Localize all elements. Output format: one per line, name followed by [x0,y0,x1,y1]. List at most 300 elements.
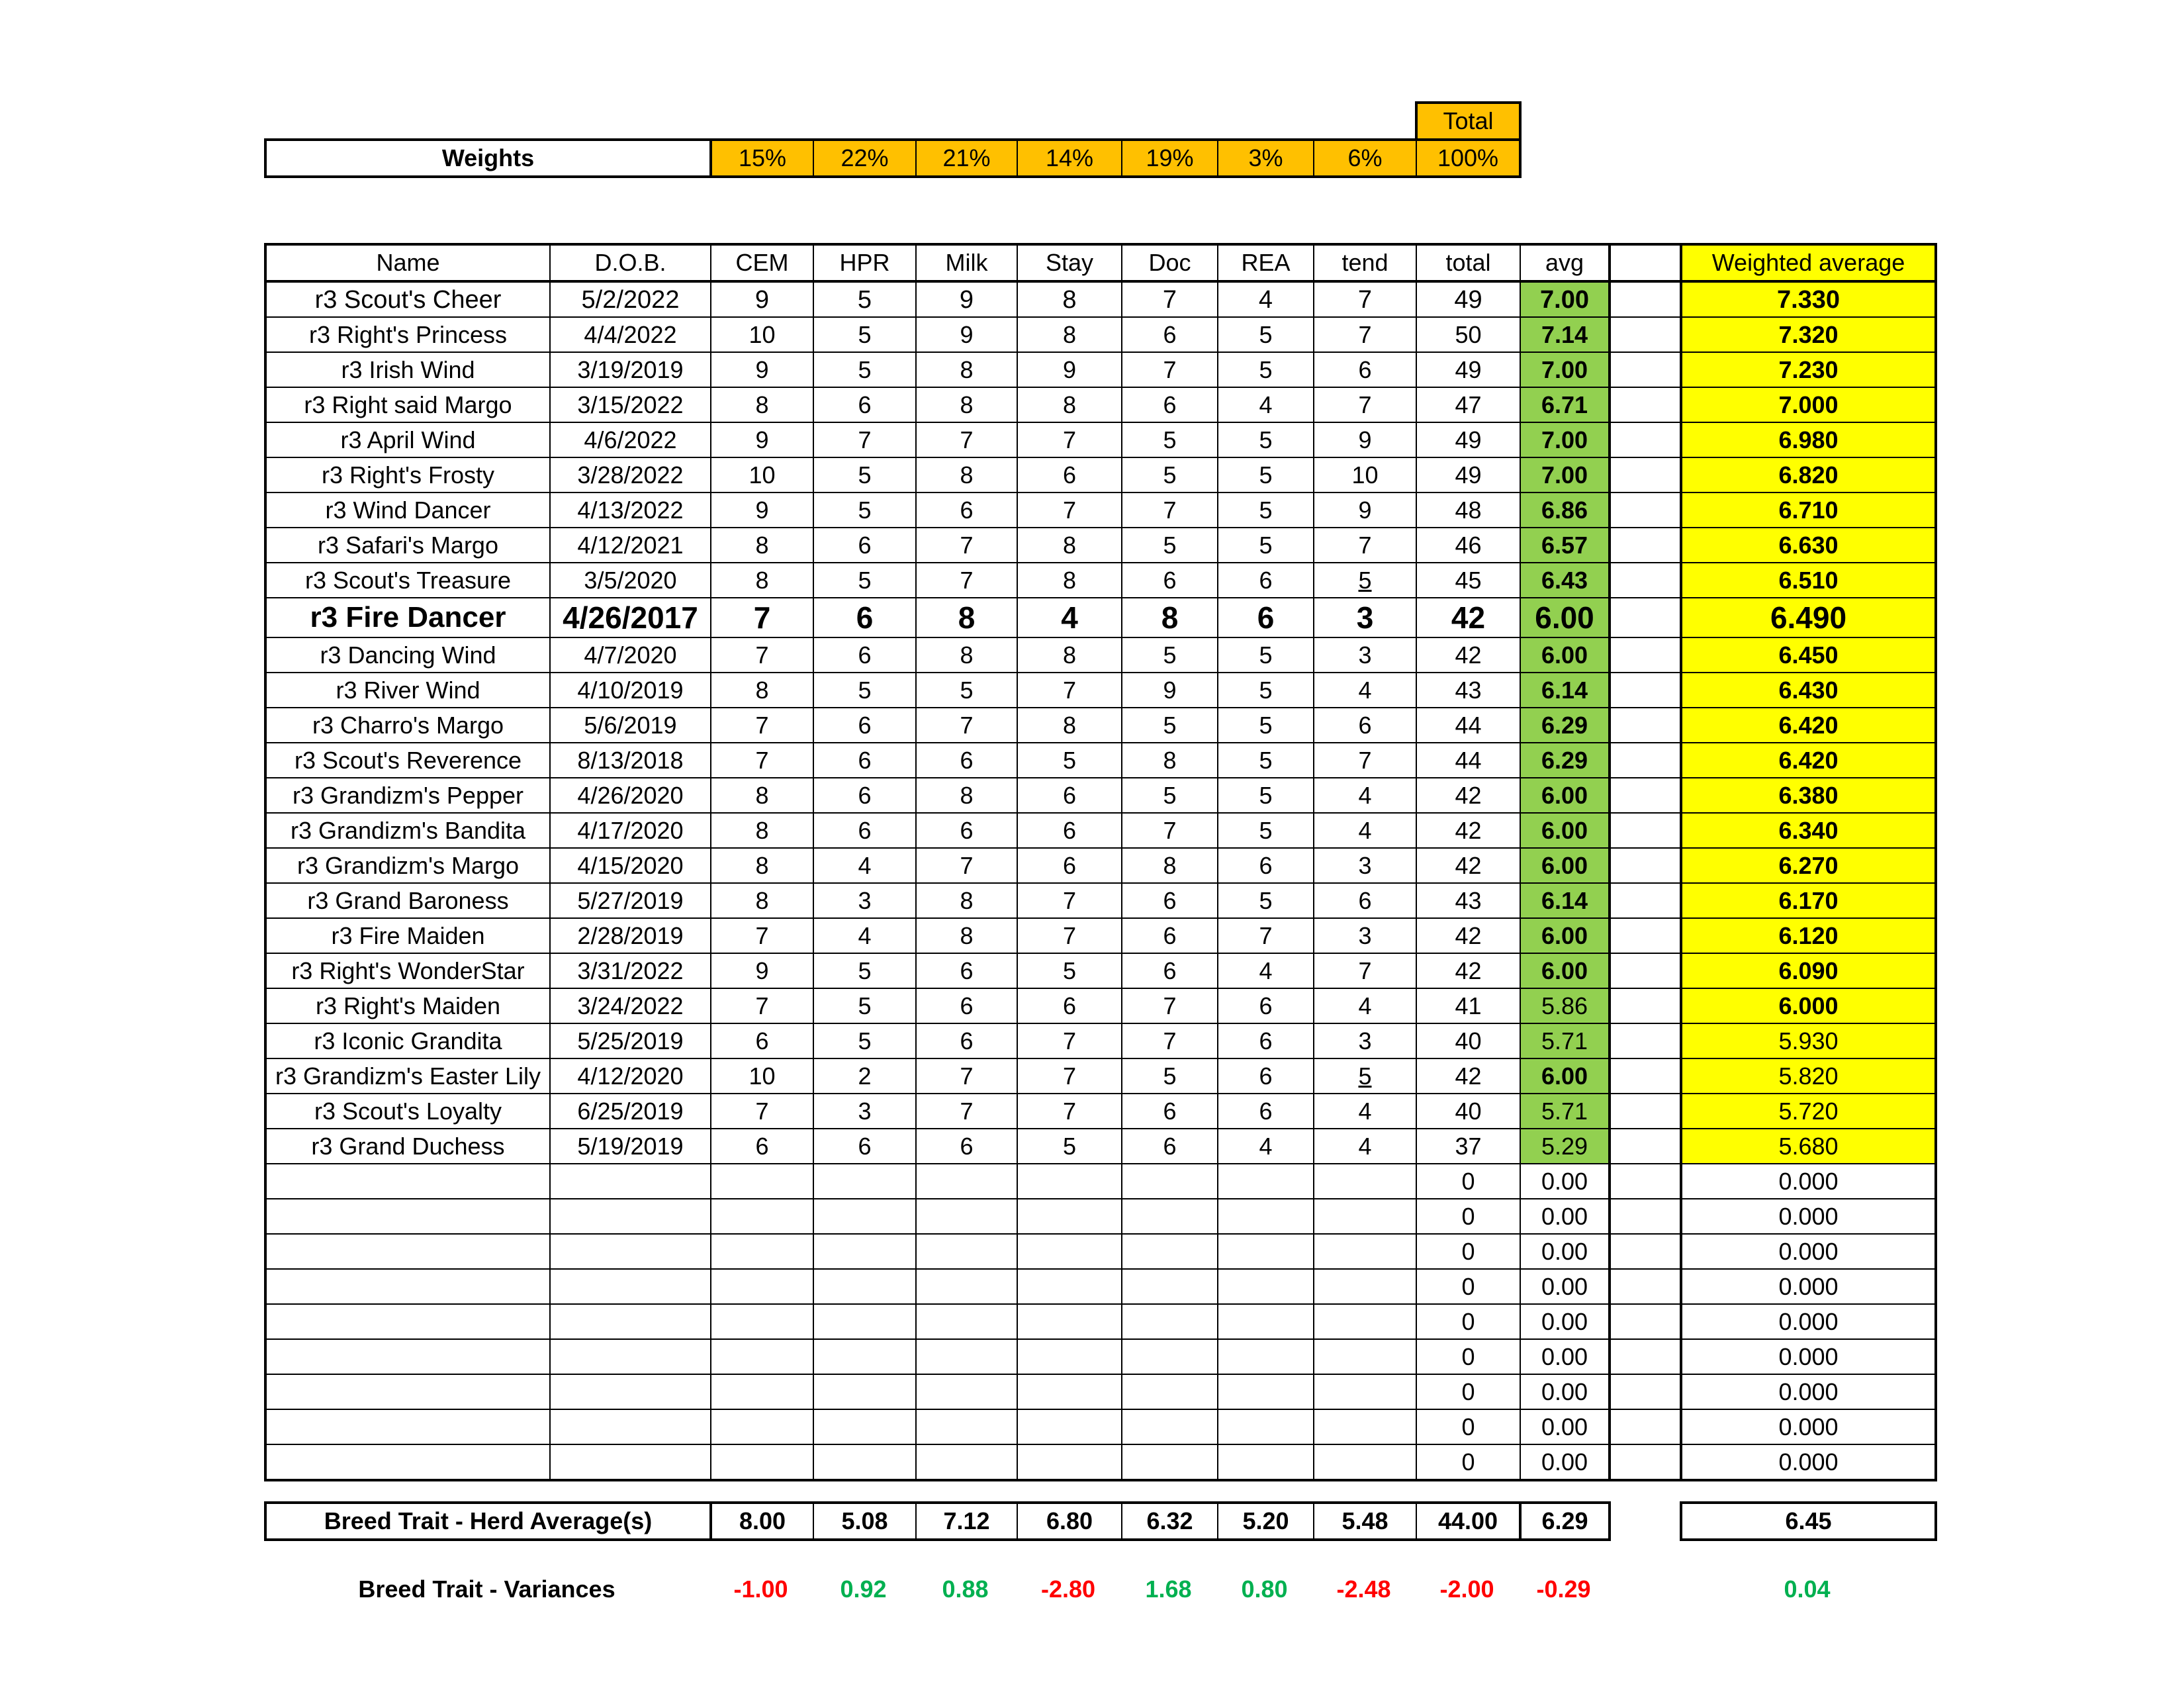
cell-stay [1017,1164,1122,1199]
table-row [265,1374,1936,1409]
cell-cem [711,1339,813,1374]
cell-cem: 10 [711,317,813,352]
column-header: HPR [813,244,916,281]
cell-doc: 6 [1122,1094,1218,1129]
cell-rea [1218,1304,1314,1339]
cell-total: 42 [1416,953,1520,988]
cell-cem: 7 [711,743,813,778]
cell-doc: 7 [1122,281,1218,317]
variance-cell: -0.29 [1536,1575,1591,1603]
cell-cem: 8 [711,673,813,708]
cell-doc [1122,1409,1218,1444]
table-row [265,988,1936,1023]
cell-doc: 7 [1122,988,1218,1023]
cell-stay [1017,1409,1122,1444]
cell-dob: 3/5/2020 [550,563,711,598]
cell-doc [1122,1199,1218,1234]
cell-name: r3 Charro's Margo [265,708,550,743]
table-row [265,918,1936,953]
cell-dob: 3/28/2022 [550,457,711,492]
cell-milk: 7 [916,563,1017,598]
cell-rea: 5 [1218,352,1314,387]
table-header-row [265,244,1936,281]
cell-avg: 0.00 [1520,1269,1610,1304]
cell-weighted-average: 0.000 [1681,1339,1936,1374]
cell-doc: 7 [1122,352,1218,387]
cell-name: r3 Grand Duchess [265,1129,550,1164]
cell-cem: 7 [711,1094,813,1129]
cell-avg: 6.86 [1520,492,1610,528]
cell-total: 40 [1416,1094,1520,1129]
cell-weighted-average: 6.820 [1681,457,1936,492]
cell-total: 48 [1416,492,1520,528]
cell-rea [1218,1164,1314,1199]
cell-tend: 4 [1314,988,1416,1023]
cell-cem: 8 [711,387,813,422]
table-row [265,1269,1936,1304]
cell-stay [1017,1444,1122,1480]
table-row [265,1129,1936,1164]
cell-stay: 7 [1017,883,1122,918]
cell-dob: 5/6/2019 [550,708,711,743]
cell-hpr: 4 [813,848,916,883]
cell-rea: 5 [1218,492,1314,528]
cell-dob: 4/7/2020 [550,637,711,673]
cell-dob [550,1374,711,1409]
cell-rea: 6 [1218,1058,1314,1094]
table-row [265,1234,1936,1269]
cell-milk: 7 [916,1094,1017,1129]
cell-total: 0 [1416,1374,1520,1409]
cell-dob: 3/24/2022 [550,988,711,1023]
cell-cem [711,1304,813,1339]
cell-total: 37 [1416,1129,1520,1164]
table-row [265,1199,1936,1234]
cell-stay [1017,1374,1122,1409]
cell-hpr: 5 [813,1023,916,1058]
cell-total: 42 [1416,598,1520,637]
cell-weighted-average: 6.170 [1681,883,1936,918]
cell-total: 49 [1416,422,1520,457]
cell-doc: 9 [1122,673,1218,708]
cell-doc: 5 [1122,422,1218,457]
cell-hpr: 5 [813,563,916,598]
cell-cem: 9 [711,492,813,528]
cell-avg: 6.71 [1520,387,1610,422]
variances-row [264,1572,1934,1607]
cell-weighted-average: 0.000 [1681,1409,1936,1444]
cell-hpr [813,1444,916,1480]
cell-dob: 5/25/2019 [550,1023,711,1058]
herd-average-cell: 5.20 [1218,1503,1314,1540]
cell-name: r3 Wind Dancer [265,492,550,528]
cell-milk: 7 [916,848,1017,883]
cell-rea: 5 [1218,743,1314,778]
cell-milk: 6 [916,1129,1017,1164]
cell-rea: 5 [1218,528,1314,563]
cell-weighted-average: 0.000 [1681,1164,1936,1199]
cell-stay: 5 [1017,1129,1122,1164]
cell-tend [1314,1339,1416,1374]
cell-name: r3 Dancing Wind [265,637,550,673]
cell-cem: 7 [711,637,813,673]
cell-milk: 8 [916,778,1017,813]
column-header: Stay [1017,244,1122,281]
cell-doc: 6 [1122,387,1218,422]
herd-average-cell: 7.12 [916,1503,1017,1540]
cell-rea: 4 [1218,387,1314,422]
cell-stay [1017,1234,1122,1269]
cell-name [265,1164,550,1199]
cell-stay: 9 [1017,352,1122,387]
cell-avg: 5.71 [1520,1094,1610,1129]
cell-stay: 6 [1017,988,1122,1023]
cell-name [265,1234,550,1269]
cell-doc: 5 [1122,528,1218,563]
cell-name: r3 Grandizm's Easter Lily [265,1058,550,1094]
cell-stay: 5 [1017,953,1122,988]
cell-total: 0 [1416,1339,1520,1374]
cell-weighted-average: 7.330 [1681,281,1936,317]
cell-cem [711,1374,813,1409]
herd-average-cell: 5.08 [813,1503,916,1540]
cell-name: r3 Right's Frosty [265,457,550,492]
cell-cem: 9 [711,352,813,387]
cell-tend: 6 [1314,352,1416,387]
cell-milk: 6 [916,1023,1017,1058]
cell-tend [1314,1444,1416,1480]
cell-hpr: 6 [813,598,916,637]
cell-total: 42 [1416,637,1520,673]
cell-cem: 8 [711,563,813,598]
cell-tend-value: 5 [1358,1062,1372,1090]
cell-rea: 5 [1218,457,1314,492]
cell-stay: 6 [1017,813,1122,848]
cell-rea: 6 [1218,563,1314,598]
table-row [265,1058,1936,1094]
cell-weighted-average: 0.000 [1681,1199,1936,1234]
cell-cem: 9 [711,281,813,317]
table-row [265,848,1936,883]
cell-doc: 5 [1122,778,1218,813]
cell-total: 50 [1416,317,1520,352]
cell-rea: 7 [1218,918,1314,953]
cell-doc [1122,1339,1218,1374]
table-row [265,953,1936,988]
cell-milk: 5 [916,673,1017,708]
cell-doc: 6 [1122,883,1218,918]
cell-dob [550,1234,711,1269]
cell-total: 42 [1416,778,1520,813]
cell-milk: 8 [916,918,1017,953]
cell-tend: 6 [1314,883,1416,918]
cell-milk [916,1269,1017,1304]
cell-tend: 7 [1314,317,1416,352]
cell-milk: 9 [916,317,1017,352]
table-row [265,1164,1936,1199]
cell-tend: 3 [1314,1023,1416,1058]
table-row [265,422,1936,457]
variances-table [264,1572,1934,1607]
cell-milk [916,1409,1017,1444]
cell-hpr: 6 [813,813,916,848]
cell-cem: 6 [711,1023,813,1058]
cell-dob [550,1409,711,1444]
cell-stay: 7 [1017,492,1122,528]
table-row [265,352,1936,387]
cell-avg: 0.00 [1520,1234,1610,1269]
cell-weighted-average: 0.000 [1681,1374,1936,1409]
cell-dob: 4/6/2022 [550,422,711,457]
cell-total: 42 [1416,1058,1520,1094]
herd-average-cell: 5.48 [1314,1503,1416,1540]
cell-weighted-average: 6.450 [1681,637,1936,673]
cell-cem [711,1269,813,1304]
cell-dob: 5/2/2022 [550,281,711,317]
cell-name: r3 Grand Baroness [265,883,550,918]
weight-hpr: 22% [813,140,916,177]
cell-tend: 7 [1314,387,1416,422]
cell-hpr [813,1234,916,1269]
variance-cell: -2.80 [1040,1575,1096,1603]
cell-stay: 6 [1017,778,1122,813]
cell-total: 0 [1416,1304,1520,1339]
cell-avg: 0.00 [1520,1444,1610,1480]
cell-name: r3 Grandizm's Bandita [265,813,550,848]
cell-tend [1314,1269,1416,1304]
cell-tend: 10 [1314,457,1416,492]
cell-avg: 5.86 [1520,988,1610,1023]
cell-hpr: 3 [813,883,916,918]
cell-avg: 6.00 [1520,598,1610,637]
cell-stay: 7 [1017,1023,1122,1058]
cell-avg: 0.00 [1520,1164,1610,1199]
cell-rea: 6 [1218,1023,1314,1058]
cell-hpr: 6 [813,708,916,743]
cell-rea [1218,1339,1314,1374]
cell-weighted-average: 0.000 [1681,1304,1936,1339]
cell-tend: 9 [1314,422,1416,457]
cell-tend: 4 [1314,1094,1416,1129]
cell-cem: 9 [711,953,813,988]
cell-milk: 7 [916,422,1017,457]
cell-cem: 10 [711,457,813,492]
cell-cem: 7 [711,918,813,953]
cell-avg: 6.00 [1520,848,1610,883]
cell-cem: 9 [711,422,813,457]
variance-cell: 1.68 [1145,1575,1192,1603]
cell-name: r3 Scout's Loyalty [265,1094,550,1129]
cell-milk [916,1444,1017,1480]
table-row [265,281,1936,317]
cell-tend [1314,1164,1416,1199]
cell-doc [1122,1304,1218,1339]
cell-name: r3 Irish Wind [265,352,550,387]
cell-tend [1314,1199,1416,1234]
cell-rea [1218,1444,1314,1480]
cell-stay: 7 [1017,1058,1122,1094]
table-row [265,457,1936,492]
cell-rea [1218,1269,1314,1304]
variances-label: Breed Trait - Variances [358,1575,615,1603]
cell-milk: 7 [916,528,1017,563]
cell-cem: 7 [711,598,813,637]
cell-name: r3 Scout's Reverence [265,743,550,778]
table-row [265,708,1936,743]
cell-hpr: 5 [813,457,916,492]
cell-weighted-average: 5.720 [1681,1094,1936,1129]
cell-dob [550,1199,711,1234]
cell-doc: 7 [1122,1023,1218,1058]
cell-doc: 6 [1122,1129,1218,1164]
column-header: avg [1520,244,1610,281]
table-row [265,1304,1936,1339]
cell-avg: 6.14 [1520,883,1610,918]
cell-cem: 8 [711,778,813,813]
column-header-weighted-average: Weighted average [1681,244,1936,281]
cell-hpr [813,1409,916,1444]
cell-hpr: 6 [813,637,916,673]
cell-name: r3 Right's Princess [265,317,550,352]
cell-dob: 4/26/2017 [550,598,711,637]
herd-average-cell: 6.32 [1122,1503,1218,1540]
cell-name [265,1374,550,1409]
cell-name: r3 Right said Margo [265,387,550,422]
cell-dob: 4/26/2020 [550,778,711,813]
column-header: D.O.B. [550,244,711,281]
cell-dob [550,1339,711,1374]
cell-weighted-average: 6.000 [1681,988,1936,1023]
column-header: CEM [711,244,813,281]
table-row [265,743,1936,778]
cell-dob [550,1269,711,1304]
table-row [265,598,1936,637]
cell-weighted-average: 0.000 [1681,1444,1936,1480]
cell-doc [1122,1164,1218,1199]
cell-tend: 7 [1314,953,1416,988]
table-row [265,1339,1936,1374]
cell-avg: 6.00 [1520,813,1610,848]
cell-milk: 6 [916,953,1017,988]
cell-weighted-average: 6.090 [1681,953,1936,988]
cell-stay [1017,1339,1122,1374]
cell-total: 42 [1416,918,1520,953]
variance-weighted: 0.04 [1784,1575,1831,1603]
cell-tend: 7 [1314,528,1416,563]
cell-rea: 5 [1218,673,1314,708]
cell-rea: 5 [1218,708,1314,743]
cell-rea: 6 [1218,848,1314,883]
column-header: Doc [1122,244,1218,281]
cell-milk [916,1199,1017,1234]
cell-hpr: 6 [813,528,916,563]
herd-average-cell: 8.00 [711,1503,813,1540]
cell-cem: 8 [711,813,813,848]
weight-doc: 19% [1122,140,1218,177]
cell-dob: 4/12/2020 [550,1058,711,1094]
cell-doc: 5 [1122,457,1218,492]
cell-name: r3 Fire Maiden [265,918,550,953]
cell-weighted-average: 6.980 [1681,422,1936,457]
cell-hpr: 7 [813,422,916,457]
cell-dob: 3/15/2022 [550,387,711,422]
cell-hpr: 3 [813,1094,916,1129]
cell-doc: 6 [1122,317,1218,352]
table-row [265,492,1936,528]
cell-avg: 0.00 [1520,1339,1610,1374]
cell-doc: 5 [1122,1058,1218,1094]
cell-total: 44 [1416,743,1520,778]
column-header: Name [265,244,550,281]
cell-milk: 8 [916,598,1017,637]
cell-total: 47 [1416,387,1520,422]
cell-hpr: 6 [813,387,916,422]
cell-doc: 6 [1122,953,1218,988]
cell-rea [1218,1199,1314,1234]
cell-hpr: 5 [813,953,916,988]
cell-avg: 6.00 [1520,1058,1610,1094]
cell-hpr [813,1304,916,1339]
cell-avg: 6.29 [1520,708,1610,743]
weights-total-value: 100% [1416,140,1520,177]
cell-doc: 8 [1122,848,1218,883]
table-row [265,637,1936,673]
cell-total: 43 [1416,883,1520,918]
cell-tend [1314,1234,1416,1269]
cell-dob: 6/25/2019 [550,1094,711,1129]
cell-milk: 8 [916,883,1017,918]
cell-doc: 5 [1122,708,1218,743]
cell-total: 41 [1416,988,1520,1023]
weights-total-label: Total [1416,103,1520,140]
cell-stay: 8 [1017,281,1122,317]
cell-weighted-average: 6.270 [1681,848,1936,883]
cell-name [265,1199,550,1234]
cell-stay: 8 [1017,387,1122,422]
cell-weighted-average: 6.380 [1681,778,1936,813]
cell-tend [1314,1374,1416,1409]
cell-cem [711,1199,813,1234]
cell-doc: 8 [1122,598,1218,637]
cell-avg: 6.29 [1520,743,1610,778]
cell-milk: 6 [916,492,1017,528]
table-row [265,317,1936,352]
variance-cell: -1.00 [733,1575,788,1603]
cell-rea: 4 [1218,281,1314,317]
cell-hpr: 5 [813,317,916,352]
cell-avg: 6.00 [1520,953,1610,988]
cell-total: 49 [1416,457,1520,492]
cell-name: r3 Grandizm's Pepper [265,778,550,813]
cell-doc: 7 [1122,492,1218,528]
cell-rea: 6 [1218,1094,1314,1129]
cell-avg: 7.00 [1520,422,1610,457]
cell-cem: 8 [711,883,813,918]
cell-name [265,1304,550,1339]
cell-avg: 5.71 [1520,1023,1610,1058]
cell-milk: 6 [916,743,1017,778]
column-header: Milk [916,244,1017,281]
cell-milk [916,1374,1017,1409]
cell-avg: 0.00 [1520,1374,1610,1409]
cell-tend: 7 [1314,281,1416,317]
variance-cell: -2.00 [1439,1575,1494,1603]
cell-milk: 9 [916,281,1017,317]
cell-hpr [813,1199,916,1234]
table-row [265,883,1936,918]
column-header: REA [1218,244,1314,281]
cell-stay: 7 [1017,1094,1122,1129]
